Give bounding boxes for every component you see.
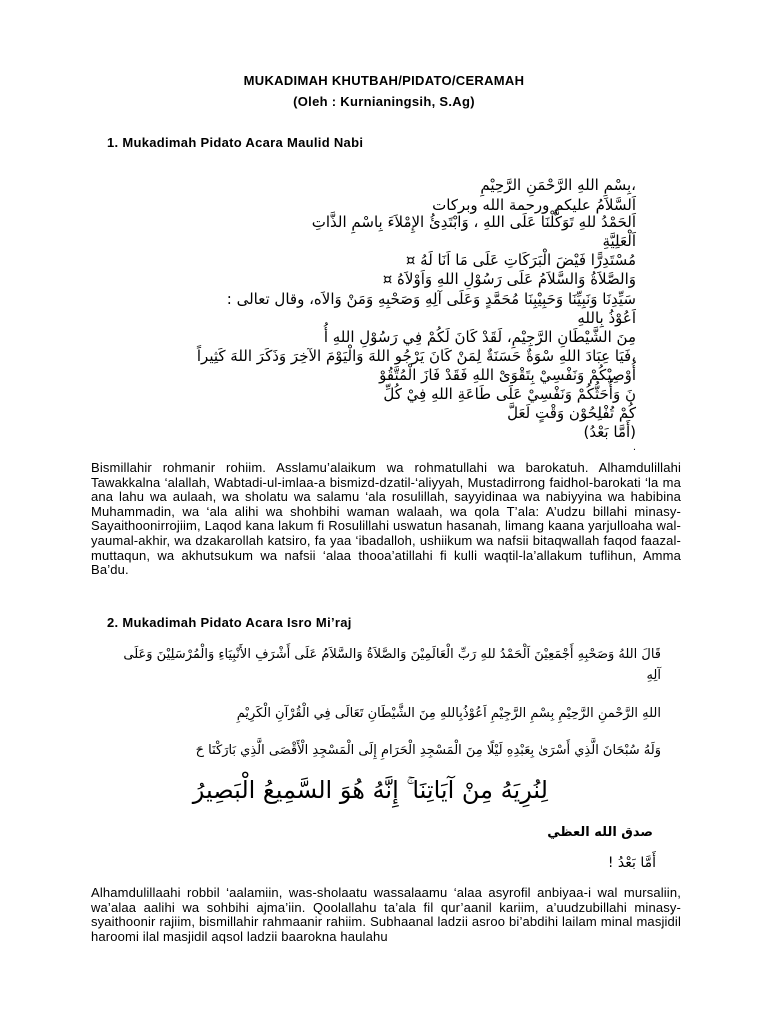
arabic-line: نَ وَأُحَثُّكُمْ وَنَفْسِيْ عَلَى طَاعَةِ اللهِ فِيْ كُلِّ (383, 385, 636, 403)
arabic-line: وَلَهُ سُبْحَانَ الَّذِي أَسْرَىٰ بِعَبْدِهِ لَيْلًا مِنَ الْمَسْجِدِ الْحَرَامِ إِلَى الْمَسْجِدِ الْأَقْصَى الَّذِي بَارَكْنَا حَ (195, 743, 661, 758)
arabic-line: اللهِ الرَّحْمنِ الرَّحِيْمِ بِسْمِ الرَّجِيْمِ اَعُوْذُبِاللهِ مِنَ الشَّيْطَانِ تَعَالَى فِي الْقُرْآنِ الْكَرِيْمِ (236, 706, 661, 721)
arabic-line: اَلسَّلاَمُ عليكم ورحمة الله وبركات (432, 196, 636, 214)
arabic-verse-large: لِنُرِيَهُ مِنْ آيَاتِنَا ۚ إِنَّهُ هُوَ السَّمِيعُ الْبَصِيرُ (192, 776, 548, 804)
arabic-line: اَلحَمْدُ للهِ تَوَكَّلْنَا عَلَى اللهِ ، وَابْتَدِئُ الإِمْلاَءَ بِاسْمِ الذَّاتِ (311, 213, 636, 231)
section-1-transliteration: Bismillahir rohmanir rohiim. Asslamu’alaikum wa rohmatullahi wa barokatuh. Alhamdulillahi Tawakkalna ‘alallah, Wabtadi-ul-imlaa-a bismizd-dzatil-‘aliyyah, Mustadirrong faidhol-barokati ‘la ma ana lahu wa aulaah, wa sholatu wa salamu ‘ala rosulillah, sayyidinaa wa nabiyyina wa habibina Muhammadin, wa ‘ala alihi wa shohbihi waman walaah, wa qola T’ala: A’udzu billahi minasy-Sayaithoonirrojiim, Laqod kana lakum fi Rosulillahi uswatun hasanah, limang kaana yarjulloaha wal-yaumal-akhir, wa dzakarollah katsiro, fa yaa ‘ibadalloh, ushiikum wa nafsii bitaqwallah faqod faazal-muttaqun, wa akhutsukum wa nafsii ‘alaa thooa’atillahi fi kulli waqtil-la’allakum tuflihun, Amma Ba’du. (91, 460, 681, 578)
arabic-line: اَعُوْذُ بِاللهِ (577, 309, 636, 327)
arabic-line: كُمْ تُفْلِحُوْن وَقْتٍ لَعَلَّ (507, 404, 636, 422)
arabic-line: (أَمَّا بَعْدُ) (583, 423, 636, 441)
document-title: MUKADIMAH KHUTBAH/PIDATO/CERAMAH (243, 73, 525, 88)
arabic-line: مِنَ الشَّيْطَانِ الرَّجِيْمِ، لَقَدْ كَانَ لَكُمْ فِي رَسُوْلِ اللهِ أُ (323, 328, 636, 346)
arabic-line: آلِهِ (646, 668, 661, 683)
arabic-line: سَيِّدِنَا وَنَبِيِّنَا وَحَبِيْبِنَا مُحَمَّدٍ وَعَلَى آلِهِ وَصَحْبِهِ وَمَنْ وَالاَه، وقال تعالى : (226, 290, 636, 308)
section-2-heading: 2. Mukadimah Pidato Acara Isro Mi’raj (107, 615, 352, 630)
arabic-line: . (632, 442, 636, 453)
section-2-transliteration: Alhamdulillaahi robbil ‘aalamiin, was-sholaatu wassalaamu ‘alaa asyrofil anbiyaa-i wal mursaliin, wa’alaa aalihi wa sohbihi ajma’iin. Qoolallahu ta’ala fil qur’aanil kariim, a’uudzubillahi minasy-syaithoonir rajiim, bismillahir rahmaanir rahiim. Subhaanal ladzii asroo bi’abdihi lailam minal masjidil haroomi ilal masjidil aqsol ladzii baarokna haulahu (91, 885, 681, 944)
arabic-closing-phrase: صدق الله العظي (547, 825, 653, 840)
section-1-heading: 1. Mukadimah Pidato Acara Maulid Nabi (107, 135, 364, 150)
arabic-line: مُسْتَدِرًّا فَيْضَ الْبَرَكَاتِ عَلَى مَا اَنَا لَهُ ¤ (405, 251, 636, 269)
document-author: (Oleh : Kurnianingsih, S.Ag) (293, 94, 475, 109)
arabic-amma-badu: أَمَّا بَعْدُ ! (607, 855, 656, 871)
arabic-line: قَالَ اللهُ وَصَحْبِهِ أَجْمَعِيْنَ اَلْحَمْدُ للهِ رَبِّ الْعَالَمِيْنَ وَالصَّلاَةُ وَالسَّلاَمُ عَلَى أَشْرَفِ الأَنْبِيَاءِ وَالْمُرْسَلِيْنَ وَعَلَى (123, 647, 661, 662)
arabic-line: أُوْصِيْكُمْ وَنَفْسِيْ بِتَقْوَىْ اللهِ فَقَدْ فَازَ الْمُتَّقُوْ (379, 366, 636, 384)
arabic-line: وَالصَّلاَةُ وَالسَّلاَمُ عَلَى رَسُوْلِ اللهِ وَاَوْلاَهُ ¤ (382, 270, 636, 288)
arabic-line: ،بِسْمِ اللهِ الرَّحْمَنِ الرَّحِيْمِ (480, 176, 636, 194)
arabic-line: ،فَيَا عِبَادَ اللهِ سْوَةٌ حَسَنَةٌ لِمَنْ كَانَ يَرْجُو اللهَ وَالْيَوْمَ الآخِرَ وَذَكَرَ اللهَ كَثِيراً (196, 347, 636, 365)
arabic-line: اَلْعَلِيَّةِ (602, 232, 636, 250)
